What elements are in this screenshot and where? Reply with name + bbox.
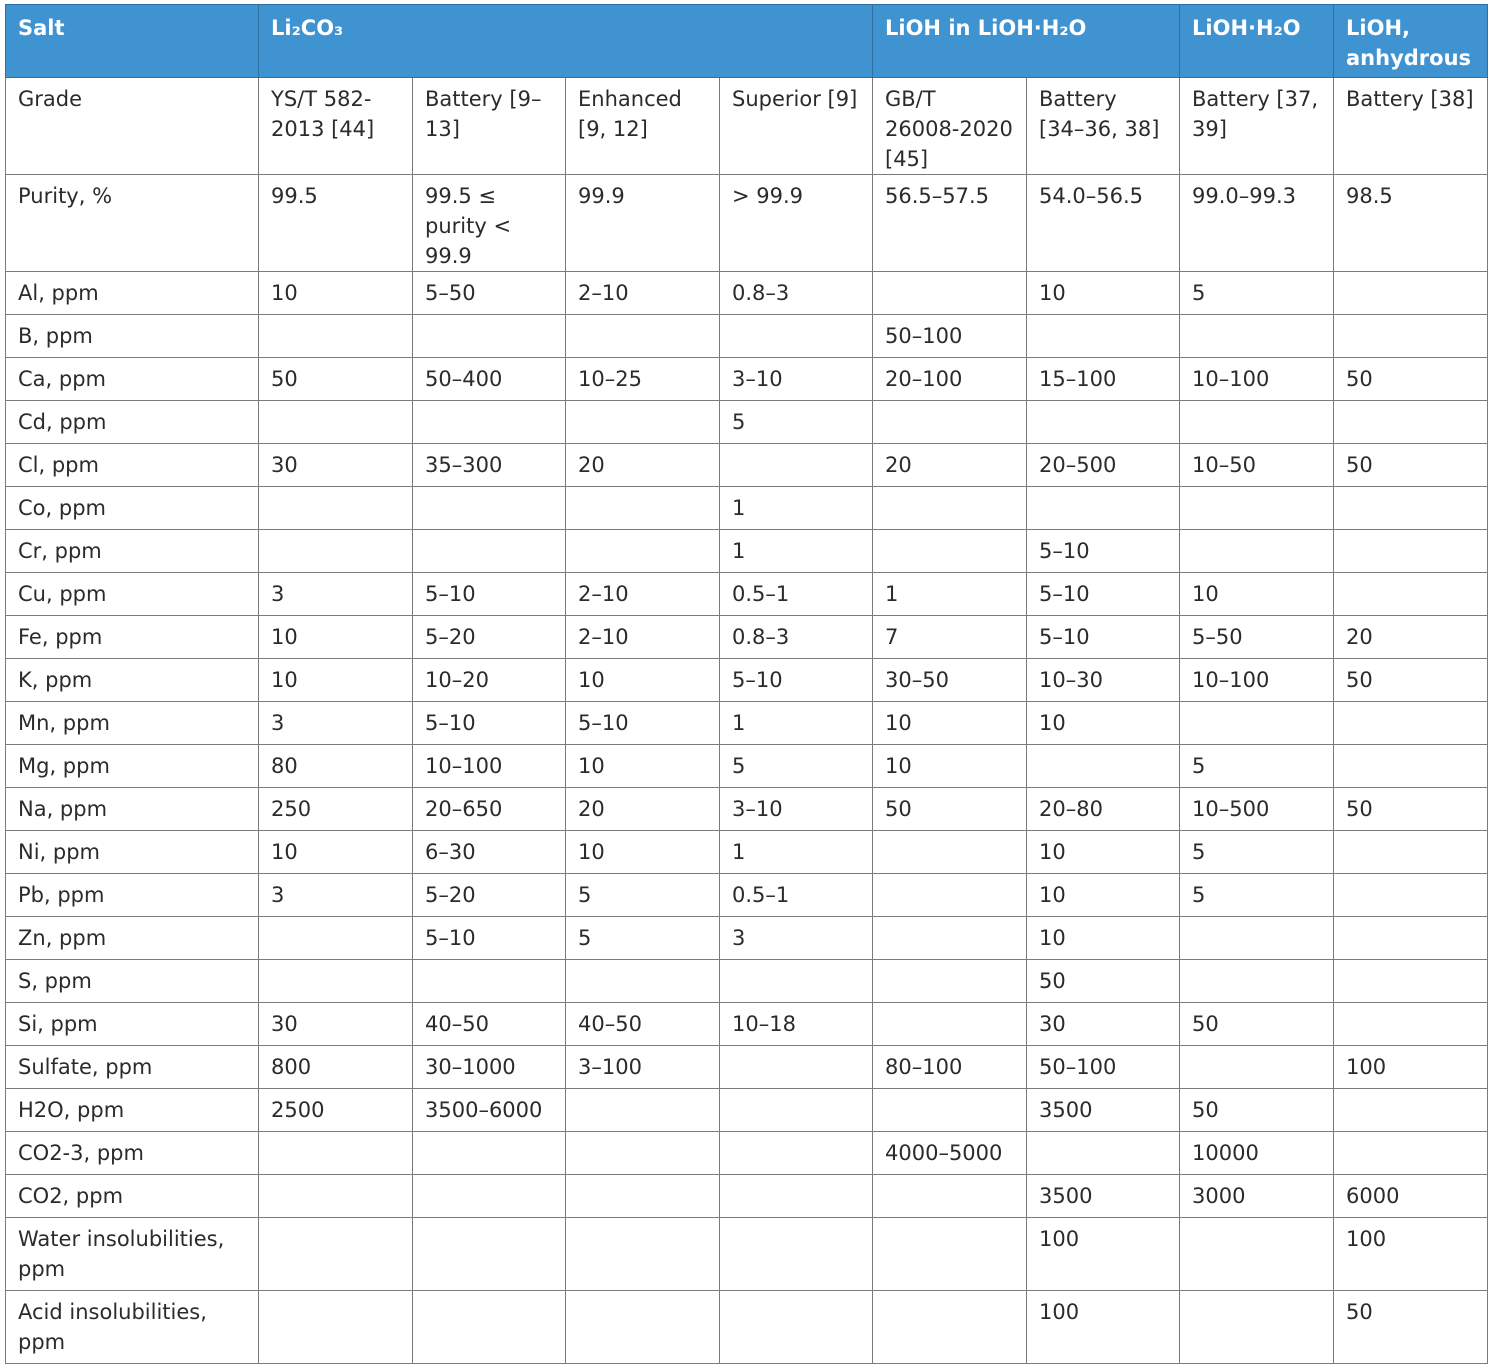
header-lioh-anhydrous: LiOH, anhydrous [1334,5,1488,78]
row-label-cell: Sulfate, ppm [6,1046,259,1089]
table-cell [259,917,413,960]
table-cell: 15–100 [1027,358,1180,401]
table-cell [1180,917,1334,960]
table-cell [566,1175,720,1218]
header-row [6,5,1488,78]
table-cell: 10 [259,272,413,315]
table-cell [720,1175,873,1218]
table-cell [1334,1089,1488,1132]
table-cell: Superior [9] [720,78,873,175]
table-cell: 50–400 [413,358,566,401]
table-cell [1180,1046,1334,1089]
table-cell: 10 [873,745,1027,788]
row-label-cell: Na, ppm [6,788,259,831]
table-row [6,659,1488,702]
row-label-cell: Co, ppm [6,487,259,530]
row-label-cell: Si, ppm [6,1003,259,1046]
table-cell: 1 [720,487,873,530]
row-label-cell: CO2-3, ppm [6,1132,259,1175]
table-row [6,1046,1488,1089]
table-cell [566,530,720,573]
table-row [6,1003,1488,1046]
table-cell [1027,487,1180,530]
table-cell: 50 [1180,1003,1334,1046]
table-cell [1180,960,1334,1003]
table-cell: 50 [259,358,413,401]
table-cell [720,1291,873,1364]
table-cell [413,1291,566,1364]
table-row [6,917,1488,960]
table-cell: 30–1000 [413,1046,566,1089]
table-cell [1334,272,1488,315]
table-cell [873,487,1027,530]
table-cell: 50 [1334,1291,1488,1364]
table-cell: 10–20 [413,659,566,702]
table-cell: 56.5–57.5 [873,175,1027,272]
table-cell [566,960,720,1003]
table-cell: 10–100 [413,745,566,788]
table-cell [873,1089,1027,1132]
table-cell: 10–50 [1180,444,1334,487]
table-cell [1027,1132,1180,1175]
table-body [6,78,1488,1364]
table-row [6,487,1488,530]
table-cell [413,1175,566,1218]
row-label-cell: Grade [6,78,259,175]
table-cell: 30 [259,444,413,487]
table-cell [720,1046,873,1089]
table-cell [1180,315,1334,358]
table-cell: 50 [1334,659,1488,702]
table-cell: 10–18 [720,1003,873,1046]
table-cell: 3000 [1180,1175,1334,1218]
row-label-cell: B, ppm [6,315,259,358]
table-row [6,1089,1488,1132]
table-cell: 6–30 [413,831,566,874]
table-row [6,1218,1488,1291]
table-cell: 5–10 [1027,530,1180,573]
table-cell: 3 [720,917,873,960]
table-cell: 100 [1334,1218,1488,1291]
table-cell: 50–100 [873,315,1027,358]
table-cell [566,1291,720,1364]
table-cell: 5–50 [1180,616,1334,659]
table-cell: 5–10 [566,702,720,745]
table-cell: 20 [566,444,720,487]
table-cell: 5–10 [1027,573,1180,616]
table-cell [566,1089,720,1132]
table-cell [1180,487,1334,530]
table-cell: 5 [1180,831,1334,874]
header-lioh-h2o: LiOH·H₂O [1180,5,1334,78]
table-cell: Battery [9–13] [413,78,566,175]
table-cell [566,1132,720,1175]
table-cell [720,960,873,1003]
table-row [6,788,1488,831]
table-cell: 20–80 [1027,788,1180,831]
table-cell [413,401,566,444]
table-cell: 100 [1027,1291,1180,1364]
table-cell: 0.8–3 [720,272,873,315]
table-cell [259,315,413,358]
table-row [6,1132,1488,1175]
table-cell: 50 [1334,358,1488,401]
table-cell: 5–10 [413,702,566,745]
table-cell: Enhanced [9, 12] [566,78,720,175]
table-cell [1334,487,1488,530]
table-cell [720,1089,873,1132]
row-label-cell: Cl, ppm [6,444,259,487]
row-label-cell: Mg, ppm [6,745,259,788]
table-row [6,1291,1488,1364]
table-cell: 0.5–1 [720,573,873,616]
table-cell [259,1175,413,1218]
table-cell: 10 [873,702,1027,745]
table-cell: 5–10 [413,917,566,960]
table-cell: 3500 [1027,1089,1180,1132]
table-row [6,831,1488,874]
row-label-cell: Ni, ppm [6,831,259,874]
table-cell: 80 [259,745,413,788]
table-cell [1334,1132,1488,1175]
table-cell: 50 [1334,444,1488,487]
table-cell [1334,315,1488,358]
table-cell [259,1132,413,1175]
table-cell: 30 [259,1003,413,1046]
table-cell [1334,960,1488,1003]
row-label-cell: Acid insolubilities, ppm [6,1291,259,1364]
table-cell [873,1291,1027,1364]
header-li2co3: Li₂CO₃ [259,5,873,78]
table-container [5,4,1488,1364]
table-cell: 30–50 [873,659,1027,702]
table-cell: 50 [1027,960,1180,1003]
table-cell: 2–10 [566,573,720,616]
row-label-cell: Cu, ppm [6,573,259,616]
table-cell: 20 [1334,616,1488,659]
row-label-cell: Ca, ppm [6,358,259,401]
table-cell: 50 [1334,788,1488,831]
table-cell: 10–100 [1180,358,1334,401]
table-cell: 50 [873,788,1027,831]
table-cell: 2–10 [566,272,720,315]
table-cell: 1 [873,573,1027,616]
table-cell: 10–100 [1180,659,1334,702]
table-cell: 1 [720,831,873,874]
table-cell [873,272,1027,315]
table-cell [259,960,413,1003]
table-cell: 5–20 [413,616,566,659]
table-cell [1027,315,1180,358]
table-cell: 250 [259,788,413,831]
table-cell: 2–10 [566,616,720,659]
table-cell: 5 [1180,874,1334,917]
table-cell [259,1218,413,1291]
table-row [6,874,1488,917]
table-cell: 5 [720,745,873,788]
table-cell [1180,530,1334,573]
table-cell [873,1003,1027,1046]
table-cell: 54.0–56.5 [1027,175,1180,272]
table-cell: 7 [873,616,1027,659]
table-cell: 80–100 [873,1046,1027,1089]
table-row [6,1175,1488,1218]
table-cell: 40–50 [566,1003,720,1046]
table-cell: 10 [259,659,413,702]
row-label-cell: S, ppm [6,960,259,1003]
table-cell: 10 [566,745,720,788]
table-cell: 100 [1027,1218,1180,1291]
table-cell: 3–10 [720,788,873,831]
table-cell [566,401,720,444]
table-cell: 100 [1334,1046,1488,1089]
table-cell: 3 [259,573,413,616]
table-cell [1180,401,1334,444]
table-cell: 3 [259,702,413,745]
table-cell [873,530,1027,573]
row-label-cell: CO2, ppm [6,1175,259,1218]
table-cell: 5–10 [413,573,566,616]
table-row [6,960,1488,1003]
table-row [6,745,1488,788]
table-row [6,175,1488,272]
table-cell [566,1218,720,1291]
table-cell [1334,530,1488,573]
table-cell: 50 [1180,1089,1334,1132]
table-cell [413,315,566,358]
table-cell: 20–500 [1027,444,1180,487]
table-cell [259,401,413,444]
table-cell: 5 [720,401,873,444]
table-cell: 1 [720,530,873,573]
table-cell: 10 [1027,272,1180,315]
table-cell: 0.8–3 [720,616,873,659]
table-cell: Battery [37, 39] [1180,78,1334,175]
table-cell [1334,745,1488,788]
table-row [6,315,1488,358]
table-cell [873,960,1027,1003]
table-row [6,401,1488,444]
table-cell: 2500 [259,1089,413,1132]
row-label-cell: Fe, ppm [6,616,259,659]
header-lioh-in-hydrate: LiOH in LiOH·H₂O [873,5,1180,78]
table-cell: 10 [566,659,720,702]
table-cell: 20–100 [873,358,1027,401]
table-cell: 10–500 [1180,788,1334,831]
table-cell [1027,401,1180,444]
table-cell: 10000 [1180,1132,1334,1175]
table-cell: 5 [1180,272,1334,315]
table-cell: 50–100 [1027,1046,1180,1089]
table-row [6,573,1488,616]
table-cell: 10 [1027,831,1180,874]
table-cell [1180,1218,1334,1291]
table-cell [259,487,413,530]
table-cell: 3–100 [566,1046,720,1089]
table-cell: Battery [34–36, 38] [1027,78,1180,175]
table-cell [1334,1003,1488,1046]
table-cell [1334,573,1488,616]
table-cell [1334,831,1488,874]
table-cell: 20 [873,444,1027,487]
table-cell: 5–10 [1027,616,1180,659]
table-cell [720,444,873,487]
table-header [6,5,1488,78]
table-cell: 5 [1180,745,1334,788]
table-row [6,272,1488,315]
table-cell [873,917,1027,960]
table-row [6,358,1488,401]
row-label-cell: Pb, ppm [6,874,259,917]
table-cell: 10 [1027,702,1180,745]
table-cell: 10 [259,616,413,659]
lithium-salt-specification-table [5,4,1488,1364]
row-label-cell: Zn, ppm [6,917,259,960]
table-cell: Battery [38] [1334,78,1488,175]
row-label-cell: Mn, ppm [6,702,259,745]
table-cell: 20 [566,788,720,831]
table-cell [1334,401,1488,444]
table-cell [1334,874,1488,917]
table-cell [566,487,720,530]
header-salt: Salt [6,5,259,78]
table-cell [720,1218,873,1291]
table-cell: 5 [566,874,720,917]
table-cell: 800 [259,1046,413,1089]
table-cell: 10–30 [1027,659,1180,702]
table-cell: 5–10 [720,659,873,702]
table-cell: 6000 [1334,1175,1488,1218]
table-row [6,78,1488,175]
table-cell: 40–50 [413,1003,566,1046]
table-cell: 99.0–99.3 [1180,175,1334,272]
table-cell: 0.5–1 [720,874,873,917]
table-cell: 30 [1027,1003,1180,1046]
table-cell: 99.9 [566,175,720,272]
table-cell [720,1132,873,1175]
table-cell: 35–300 [413,444,566,487]
table-cell: 5–50 [413,272,566,315]
row-label-cell: Al, ppm [6,272,259,315]
table-cell: > 99.9 [720,175,873,272]
table-cell: 99.5 ≤ purity < 99.9 [413,175,566,272]
table-cell: 10 [1027,917,1180,960]
row-label-cell: Water insolubilities, ppm [6,1218,259,1291]
table-cell [413,960,566,1003]
table-cell: 3500–6000 [413,1089,566,1132]
table-cell: 20–650 [413,788,566,831]
table-cell: 3500 [1027,1175,1180,1218]
table-cell [873,1175,1027,1218]
table-cell: 3 [259,874,413,917]
table-cell: YS/T 582-2013 [44] [259,78,413,175]
row-label-cell: H2O, ppm [6,1089,259,1132]
table-row [6,702,1488,745]
table-cell [413,530,566,573]
row-label-cell: Purity, % [6,175,259,272]
table-cell: 10 [566,831,720,874]
table-cell: 10–25 [566,358,720,401]
table-cell: 10 [1027,874,1180,917]
table-cell [413,1218,566,1291]
table-cell: 5 [566,917,720,960]
table-cell [873,401,1027,444]
table-cell: 99.5 [259,175,413,272]
row-label-cell: Cr, ppm [6,530,259,573]
table-cell [873,831,1027,874]
row-label-cell: K, ppm [6,659,259,702]
table-cell [259,1291,413,1364]
table-cell [413,487,566,530]
table-cell: 98.5 [1334,175,1488,272]
table-cell: 4000–5000 [873,1132,1027,1175]
table-cell: 1 [720,702,873,745]
table-row [6,616,1488,659]
table-cell [873,874,1027,917]
table-cell [1334,702,1488,745]
table-cell [259,530,413,573]
table-cell [1027,745,1180,788]
table-cell [1180,1291,1334,1364]
table-cell: 3–10 [720,358,873,401]
table-cell: GB/T 26008-2020 [45] [873,78,1027,175]
table-cell [413,1132,566,1175]
table-row [6,530,1488,573]
table-row [6,444,1488,487]
table-cell: 10 [259,831,413,874]
table-cell [1334,917,1488,960]
table-cell [1180,702,1334,745]
table-cell [873,1218,1027,1291]
row-label-cell: Cd, ppm [6,401,259,444]
table-cell: 5–20 [413,874,566,917]
table-cell [566,315,720,358]
table-cell [720,315,873,358]
table-cell: 10 [1180,573,1334,616]
